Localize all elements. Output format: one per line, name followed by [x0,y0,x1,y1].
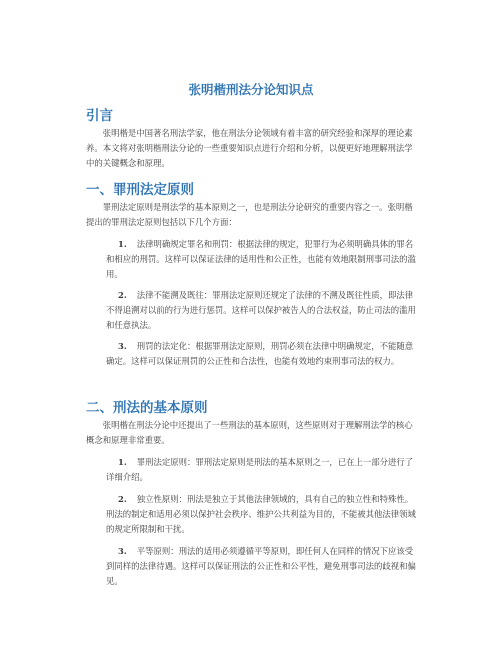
intro-heading: 引言 [86,108,113,124]
item-text: 刑罚的法定化：根据罪刑法定原则，刑罚必须在法律中明确规定，不能随意确定。这样可以保证刑罚的公正性和合法性，也能有效地约束刑事司法的权力。 [106,341,414,366]
document-title: 张明楷刑法分论知识点 [188,82,314,97]
section2-paragraph: 张明楷在刑法分论中还提出了一些刑法的基本原则，这些原则对于理解刑法学的核心概念和原理非常重要。 [86,420,413,445]
section1-item-1 [106,237,418,282]
section2-heading: 二、刑法的基本原则 [86,400,208,416]
item-number: 2. [118,494,127,504]
item-text: 法律不能溯及既往：罪刑法定原则还规定了法律的不溯及既往性质，即法律不得追溯对以前的行为进行惩罚。这样可以保护被告人的合法权益，防止司法的滥用和任意执法。 [106,290,416,330]
item-number: 2. [118,290,127,300]
item-number: 3. [118,341,127,351]
section1-heading: 一、罪刑法定原则 [86,182,194,198]
item-text: 独立性原则：刑法是独立于其他法律领域的，具有自己的独立性和特殊性。刑法的制定和适用必须以保护社会秩序、维护公共利益为目的，不能被其他法律领域的规定所限制和干扰。 [106,494,416,534]
item-text: 法律明确规定罪名和刑罚：根据法律的规定，犯罪行为必须明确具体的罪名和相应的刑罚。这样可以保证法律的适用性和公正性，也能有效地限制刑事司法的滥用。 [106,239,416,279]
item-text: 平等原则：刑法的适用必须遵循平等原则，即任何人在同样的情况下应该受到同样的法律待遇。这样可以保证刑法的公正性和公平性，避免刑事司法的歧视和偏见。 [106,546,416,586]
section2-item-1 [106,455,418,485]
item-number: 3. [118,546,127,556]
section1-item-3 [106,339,418,369]
section2-item-2 [106,492,418,537]
section1-item-2 [106,288,418,333]
section2-item-3 [106,544,418,589]
item-text: 罪刑法定原则：罪刑法定原则是刑法的基本原则之一，已在上一部分进行了详细介绍。 [106,457,414,482]
item-number: 1. [118,457,127,467]
intro-paragraph: 张明楷是中国著名刑法学家，他在刑法分论领域有着丰富的研究经验和深厚的理论素养。本文将对张明楷刑法分论的一些重要知识点进行介绍和分析，以便更好地理解刑法学中的关键概念和原理。 [86,128,413,168]
section1-paragraph: 罪刑法定原则是刑法学的基本原则之一，也是刑法分论研究的重要内容之一。张明楷提出的罪刑法定原则包括以下几个方面： [86,202,413,227]
item-number: 1. [118,239,127,249]
